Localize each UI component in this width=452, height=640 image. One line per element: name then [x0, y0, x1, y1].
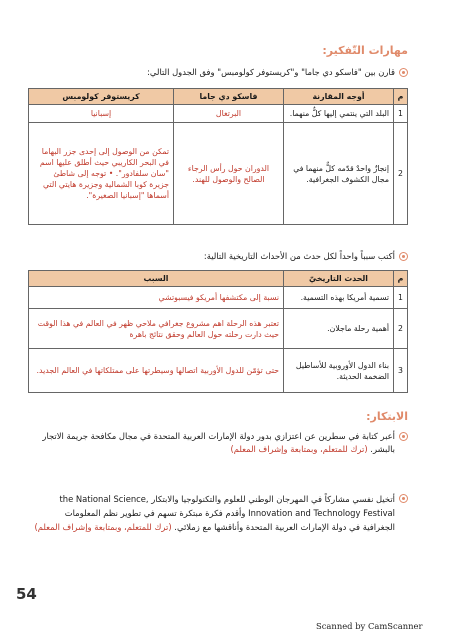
row-event: تسمية أمريكا بهذه التسمية.: [284, 287, 394, 309]
innovation-task-1: [30, 430, 408, 456]
col-header-aspect: أوجه المقارنة: [284, 89, 394, 105]
page-number: 54: [16, 585, 37, 603]
row-event: أهمية رحلة ماجلان.: [284, 309, 394, 349]
row-num: 2: [394, 123, 408, 225]
events-table: [28, 270, 408, 393]
row-vasco: الدوران حول رأس الرجاء الصالح والوصول للهند.: [174, 123, 284, 225]
col-header-num: م: [394, 89, 408, 105]
table-row: [29, 309, 408, 349]
question-2: [30, 250, 408, 263]
row-reason: نسبة إلى مكتشفها أمريكو فيسبوتشي: [29, 287, 284, 309]
innovation-2-english: the National Science, Innovation and Technology Festival: [59, 494, 395, 518]
table-header-row: [29, 89, 408, 105]
row-vasco: البرتغال: [174, 105, 284, 123]
question-1: [30, 66, 408, 79]
row-reason: حتى تؤمّن للدول الأوربية اتصالها وسيطرتها على ممتلكاتها في العالم الجديد.: [29, 349, 284, 393]
innovation-2-text-b: وأقدم فكرة مبتكرة تسهم في تطوير نظم المعلومات الجغرافية في دولة الإمارات العربية المتحدة وأناقشها مع زملائي.: [64, 508, 395, 532]
bullet-icon: [399, 252, 408, 261]
innovation-section-title: الابتكار:: [366, 410, 408, 423]
table-row: [29, 105, 408, 123]
col-header-event: الحدث التاريخيّ: [284, 271, 394, 287]
col-header-num: م: [394, 271, 408, 287]
innovation-2-text-a: أتخيل نفسي مشاركاً في المهرجان الوطني للعلوم والتكنولوجيا والابتكار: [151, 494, 395, 504]
innovation-2-answer: (ترك للمتعلم، وبمتابعة وإشراف المعلم): [34, 522, 172, 532]
row-aspect: البلد التي ينتمي إليها كلٌّ منهما.: [284, 105, 394, 123]
table-row: [29, 287, 408, 309]
row-reason: تعتبر هذه الرحلة اهم مشروع جغرافي ملاحي ظهر في العالم في هذا الوقت حيث دارت رحلته حول العالم وحقق نتائج باهرة: [29, 309, 284, 349]
bullet-icon: [399, 68, 408, 77]
col-header-reason: السبب: [29, 271, 284, 287]
skills-section-title: مهارات التّفكير:: [322, 44, 408, 57]
row-num: 1: [394, 287, 408, 309]
table-header-row: [29, 271, 408, 287]
row-event: بناء الدول الأوروبية للأساطيل الضخمة الحديثة.: [284, 349, 394, 393]
row-num: 2: [394, 309, 408, 349]
bullet-icon: [399, 494, 408, 503]
table-row: [29, 123, 408, 225]
innovation-task-2: [30, 492, 408, 534]
row-aspect: إنجازٌ واحدٌ قدّمه كلٌّ منهما في مجال الكشوف الجغرافية.: [284, 123, 394, 225]
innovation-1-text: أعبر كتابة في سطرين عن اعتزازي بدور دولة الإمارات العربية المتحدة في مجال مكافحة جريمة الاتجار بالبشر.: [42, 431, 395, 454]
question-2-text: أكتب سبباً واحداً لكل حدث من الأحداث التاريخية التالية:: [203, 251, 395, 261]
scanner-watermark: Scanned by CamScanner: [316, 621, 423, 631]
table-row: [29, 349, 408, 393]
row-num: 1: [394, 105, 408, 123]
row-num: 3: [394, 349, 408, 393]
col-header-columbus: كريستوفر كولومبس: [29, 89, 174, 105]
question-1-text: قارن بين "فاسكو دي جاما" و"كريستوفر كولومبس" وفق الجدول التالي:: [147, 67, 395, 77]
comparison-table: [28, 88, 408, 225]
row-columbus: إسبانيا: [29, 105, 174, 123]
col-header-vasco: فاسكو دي جاما: [174, 89, 284, 105]
innovation-1-answer: (ترك للمتعلم، وبمتابعة وإشراف المعلم): [230, 444, 368, 454]
bullet-icon: [399, 432, 408, 441]
row-columbus: تمكن من الوصول إلى إحدى جزر البهاما في البحر الكاريبي حيث أطلق عليها اسم "سان سلفادور". • توجه إلى شاطئ جزيرة كوبا الشمالية وجزيرة هايتي التي أسماها "إسبانيا الصغيرة".: [29, 123, 174, 225]
